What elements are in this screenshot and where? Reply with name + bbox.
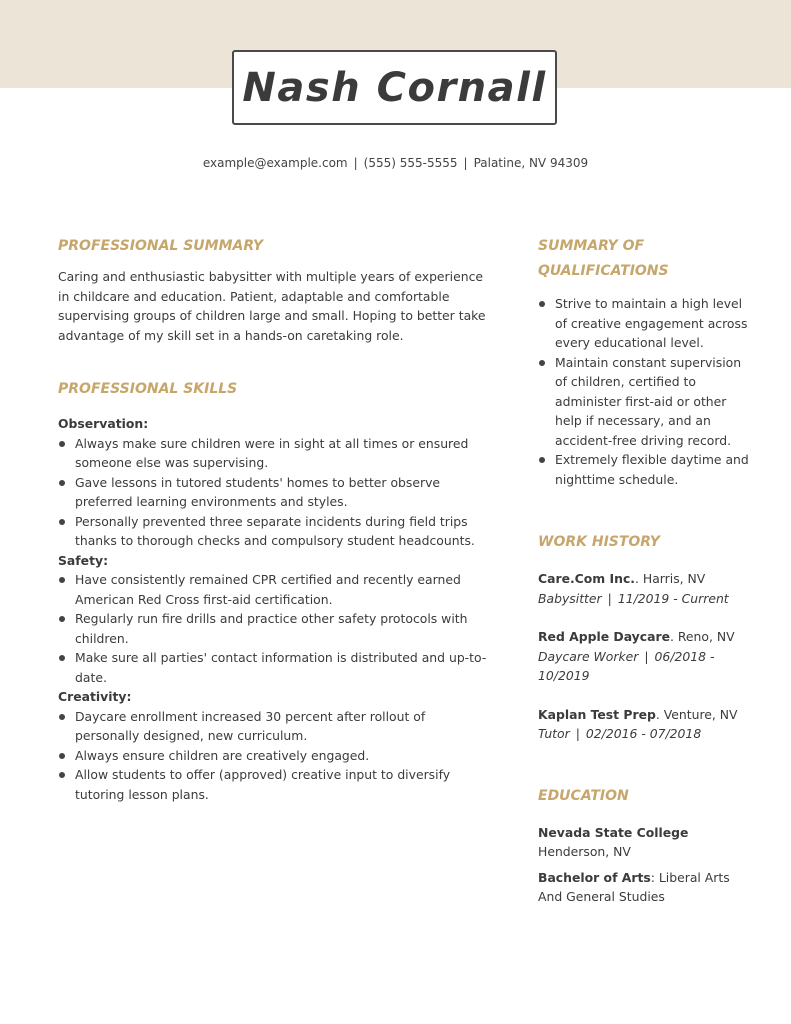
education-entry: [538, 823, 753, 907]
work-dates: 06/2018 - 10/2019: [538, 648, 715, 683]
summary-heading: PROFESSIONAL SUMMARY: [58, 238, 263, 254]
work-location: . Reno, NV: [669, 629, 735, 644]
right-column: [538, 234, 753, 907]
qualifications-list: [538, 294, 753, 489]
work-company: Kaplan Test Prep: [538, 706, 656, 722]
email: example@example.com: [202, 156, 348, 170]
contact-line: [0, 156, 791, 170]
left-column: [58, 234, 490, 804]
work-title: Daycare Worker: [538, 648, 639, 664]
work-entry: [538, 627, 753, 686]
skill-list: [58, 707, 490, 805]
work-dates: 02/2016 - 07/2018: [585, 726, 702, 741]
work-heading: WORK HISTORY: [538, 534, 660, 550]
work-title: Tutor: [538, 726, 570, 741]
work-entry: [538, 705, 753, 744]
summary-text: Caring and enthusiastic babysitter with multiple years of experience in childcare and education. Patient, adaptable and comfortable supervising groups of children large and small. Hoping to better take advantage of my skill set in a hands-on caretaking role.: [58, 269, 486, 343]
work-separator: |: [607, 590, 612, 606]
skill-group-title: Observation:: [58, 416, 149, 431]
skill-item: Personally prevented three separate incidents during field trips thanks to thorough checks and compulsory student headcounts.: [58, 512, 490, 551]
skill-group-title: Safety:: [58, 552, 109, 568]
work-title: Babysitter: [538, 590, 602, 606]
candidate-name: Nash Cornall: [242, 64, 547, 111]
qualifications-heading: [538, 234, 753, 284]
skill-group-observation: [58, 414, 490, 551]
school-location: Henderson, NV: [538, 844, 631, 859]
work-separator: |: [644, 648, 649, 664]
work-separator: |: [575, 726, 580, 741]
skill-list: [58, 570, 490, 687]
qualification-item: Strive to maintain a high level of creative engagement across every educational level.: [538, 294, 753, 353]
education-heading: EDUCATION: [538, 787, 629, 804]
work-company: Care.Com Inc.: [538, 571, 635, 586]
skill-group-creativity: [58, 687, 490, 804]
skill-group-title: Creativity:: [58, 689, 132, 704]
location: Palatine, NV 94309: [473, 156, 589, 170]
skill-item: Have consistently remained CPR certified and recently earned American Red Cross first-aid certification.: [58, 570, 490, 609]
skill-item: Gave lessons in tutored students' homes to better observe preferred learning environments and styles.: [58, 473, 490, 512]
work-company: Red Apple Daycare: [538, 629, 670, 644]
skill-list: [58, 434, 490, 551]
qualifications-heading-line2: QUALIFICATIONS: [538, 263, 669, 279]
skill-item: Make sure all parties' contact information is distributed and up-to-date.: [58, 648, 490, 687]
contact-separator: |: [463, 156, 468, 170]
skill-item: Always ensure children are creatively engaged.: [58, 746, 490, 766]
qualification-item: Maintain constant supervision of children, certified to administer first-aid or other help if necessary, and an accident-free driving record.: [538, 353, 753, 451]
work-dates: 11/2019 - Current: [617, 590, 729, 606]
work-location: . Venture, NV: [655, 706, 738, 722]
contact-separator: |: [353, 156, 358, 170]
skill-item: Always make sure children were in sight at all times or ensured someone else was supervising.: [58, 434, 490, 473]
degree: Bachelor of Arts: [538, 869, 651, 885]
school-name: Nevada State College: [538, 824, 689, 840]
work-location: . Harris, NV: [635, 571, 706, 586]
degree-field: : Liberal Arts And General Studies: [538, 869, 730, 904]
work-entry: [538, 569, 753, 608]
skill-item: Allow students to offer (approved) creative input to diversify tutoring lesson plans.: [58, 765, 490, 804]
skill-item: Regularly run fire drills and practice other safety protocols with children.: [58, 609, 490, 648]
phone: (555) 555-5555: [363, 156, 458, 170]
qualifications-heading-line1: SUMMARY OF: [538, 238, 645, 254]
skill-item: Daycare enrollment increased 30 percent after rollout of personally designed, new curriculum.: [58, 707, 490, 746]
skills-heading: PROFESSIONAL SKILLS: [58, 381, 238, 397]
skill-group-safety: [58, 551, 490, 688]
qualification-item: Extremely flexible daytime and nighttime schedule.: [538, 450, 753, 489]
name-box: [232, 50, 557, 125]
